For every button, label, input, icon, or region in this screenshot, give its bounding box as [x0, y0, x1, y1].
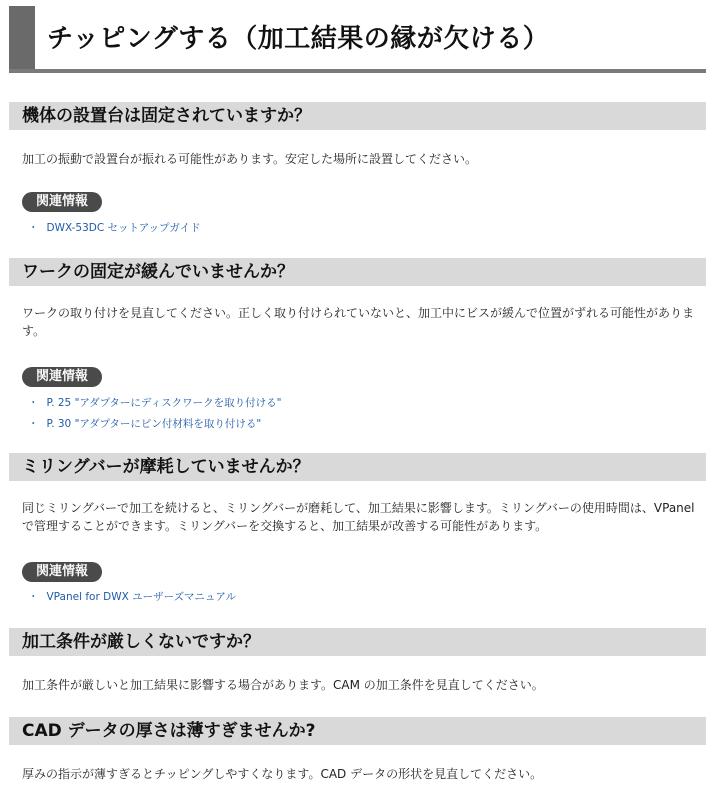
related-link-text[interactable]: P. 30 "アダプターにピン付材料を取り付ける" [46, 418, 262, 430]
section-work-fixing [9, 258, 706, 340]
bullet-icon: ・ [28, 591, 39, 603]
section-installation-table [9, 102, 706, 168]
related-link[interactable] [28, 220, 201, 235]
related-info-badge: 関連情報 [22, 562, 102, 582]
section-heading: 加工条件が厳しくないですか？ [9, 628, 706, 656]
section-body: 加工条件が厳しいと加工結果に影響する場合があります。CAM の加工条件を見直してください。 [22, 678, 544, 692]
section-body: 同じミリングバーで加工を続けると、ミリングバーが磨耗して、加工結果に影響します。ミリングバーの使用時間は、VPanel で管理することができます。ミリングバーを交換すると、加工結果が改善する可能性があります。 [22, 501, 695, 533]
related-link[interactable] [28, 416, 261, 431]
bullet-icon: ・ [28, 397, 39, 409]
related-link[interactable] [28, 589, 236, 604]
bullet-icon: ・ [28, 222, 39, 234]
section-body: 加工の振動で設置台が振れる可能性があります。安定した場所に設置してください。 [22, 152, 478, 166]
title-accent-bar [9, 6, 35, 69]
section-heading: ミリングバーが摩耗していませんか？ [9, 453, 706, 481]
related-info-badge: 関連情報 [22, 367, 102, 387]
related-link[interactable] [28, 395, 281, 410]
section-heading: 機体の設置台は固定されていますか？ [9, 102, 706, 130]
related-link-text[interactable]: P. 25 "アダプターにディスクワークを取り付ける" [46, 397, 282, 409]
section-milling-bur-wear [9, 453, 706, 535]
related-info-badge: 関連情報 [22, 192, 102, 212]
section-cutting-conditions [9, 628, 706, 694]
section-body: ワークの取り付けを見直してください。正しく取り付けられていないと、加工中にビスが緩んで位置がずれる可能性があります。 [22, 306, 695, 338]
section-heading: CAD データの厚さは薄すぎませんか? [9, 717, 706, 745]
page-title: チッピングする（加工結果の縁が欠ける） [47, 24, 550, 54]
section-cad-thickness [9, 717, 706, 783]
page-title-block [9, 6, 706, 73]
section-body: 厚みの指示が薄すぎるとチッピングしやすくなります。CAD データの形状を見直してください。 [22, 767, 543, 781]
related-link-text[interactable]: DWX-53DC セットアップガイド [46, 222, 201, 234]
related-link-text[interactable]: VPanel for DWX ユーザーズマニュアル [46, 591, 236, 603]
bullet-icon: ・ [28, 418, 39, 430]
section-heading: ワークの固定が緩んでいませんか？ [9, 258, 706, 286]
